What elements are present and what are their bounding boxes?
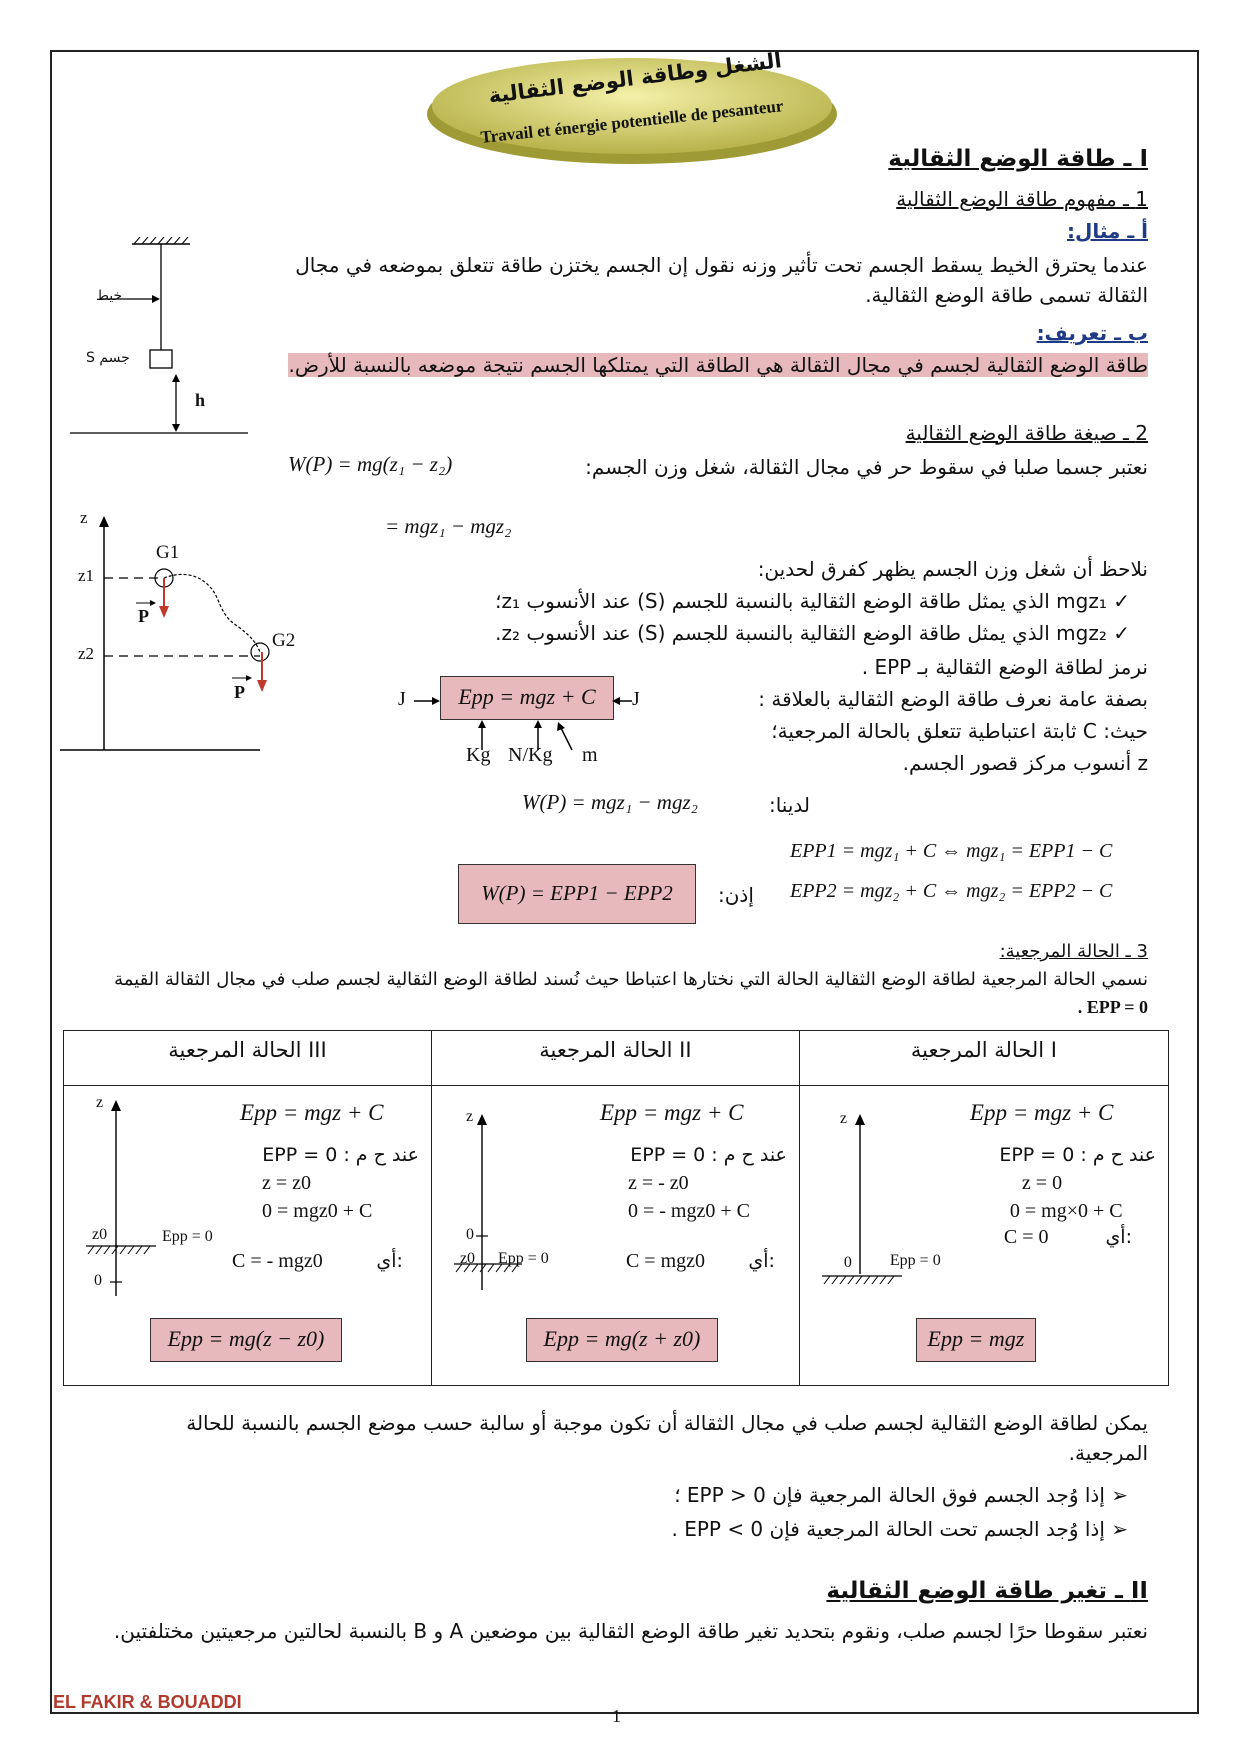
state1-z: z	[839, 1110, 848, 1127]
definition-text: طاقة الوضع الثقالية لجسم في مجال الثقالة هي الطاقة التي يمتلكها الجسم نتيجة موضعه بالنسبة للأرض.	[288, 353, 1148, 377]
state2-line4: C = mgz0	[625, 1250, 706, 1272]
example-text: عندما يحترق الخيط يسقط الجسم تحت تأثير وزنه نقول إن الجسم يختزن طاقة تتعلق بموضعه في مجال الثقالة تسمى طاقة الوضع الثقالية.	[295, 253, 1148, 307]
banner-title-ar: الشغل وطاقة الوضع الثقالية	[487, 48, 783, 108]
idhan-label: إذن:	[718, 883, 754, 907]
state2-line2: z = - z0	[627, 1172, 689, 1194]
fig2-g1-label: G1	[156, 542, 180, 563]
state1-line3: 0 = mg×0 + C	[1009, 1200, 1123, 1222]
cell-state-1	[799, 1086, 1168, 1386]
state3-equation: Epp = mgz + C	[240, 1100, 384, 1125]
fig2-g2-label: G2	[272, 630, 296, 651]
sign-paragraph: يمكن لطاقة الوضع الثقالية لجسم صلب في مجال الثقالة أن تكون موجبة أو سالبة حسب موضع الجسم بالنسبة للحالة المرجعية.	[186, 1411, 1148, 1465]
reference-states-table	[63, 1030, 1169, 1386]
state2-equation: Epp = mgz + C	[599, 1100, 744, 1125]
reference-definition: نسمي الحالة المرجعية لطاقة الوضع الثقالية الحالة التي نختارها اعتباطا حيث نُسند لطاقة الوضع الثقالية لجسم صلب في مجال الثقالة القيمة	[114, 969, 1148, 990]
unit-j-left: J	[398, 688, 406, 710]
unit-nkg: N/Kg	[508, 744, 553, 766]
state2-z0: z0	[459, 1250, 476, 1267]
fig2-p1-label: P	[138, 606, 149, 626]
banner-title-fr: Travail et énergie potentielle de pesanteur	[479, 96, 785, 147]
state3-ay: أي:	[376, 1250, 403, 1272]
header-state-1: الحالة المرجعية I	[799, 1031, 1168, 1086]
state3-result-box: Epp = mg(z − z0)	[150, 1318, 342, 1362]
fig2-z1-label: z1	[78, 566, 95, 585]
work-equation-2: = mgz₁ − mgz₂	[385, 514, 512, 538]
example-label: أ ـ مثال:	[1066, 219, 1148, 243]
state1-line4: C = 0	[1003, 1226, 1049, 1248]
note-text: نلاحظ أن شغل وزن الجسم يظهر كفرق لحدين:	[757, 557, 1148, 581]
fig2-z-axis-label: z	[80, 508, 88, 527]
state1-equation: Epp = mgz + C	[969, 1100, 1114, 1125]
thread-label: خيط	[96, 288, 123, 304]
fig2-p2-label: P	[234, 682, 245, 702]
section-2-heading: II ـ تغير طاقة الوضع الثقالية	[826, 1578, 1148, 1604]
unit-m: m	[582, 744, 598, 766]
state2-ay: أي:	[748, 1250, 775, 1272]
state2-epp0: Epp = 0	[497, 1250, 549, 1267]
authors-footer: EL FAKIR & BOUADDI	[53, 1692, 242, 1712]
state2-axis-figure	[446, 1110, 576, 1310]
ladina-label: لدينا:	[768, 793, 810, 817]
c-constant-line: حيث: C ثابتة اعتباطية تتعلق بالحالة المرجعية؛	[771, 719, 1148, 743]
state1-ay: أي:	[1105, 1226, 1132, 1248]
body-label: جسم S	[86, 350, 130, 366]
epp2-equation: EPP2 = mgz₂ + C ⇔ mgz₂ = EPP2 − C	[790, 880, 1113, 902]
ladina-equation: W(P) = mgz₁ − mgz₂	[522, 790, 698, 814]
epp-formula-box: Epp = mgz + C	[440, 676, 614, 720]
sign-bullet-negative: ➢ إذا وُجد الجسم تحت الحالة المرجعية فإن EPP < 0 .	[671, 1517, 1128, 1541]
state1-line1: عند ح م : EPP = 0	[999, 1144, 1156, 1166]
state1-zero: 0	[843, 1254, 852, 1271]
state3-z0: z0	[92, 1226, 108, 1243]
cell-state-3	[64, 1086, 432, 1386]
state3-z: z	[96, 1094, 104, 1111]
state3-line4: C = - mgz0	[232, 1250, 323, 1272]
section-1-heading: I ـ طاقة الوضع الثقالية	[888, 146, 1148, 172]
state1-result-box: Epp = mgz	[916, 1318, 1036, 1362]
cell-state-2	[431, 1086, 799, 1386]
epp1-equation: EPP1 = mgz₁ + C ⇔ mgz₁ = EPP1 − C	[790, 840, 1113, 862]
definition-label: ب ـ تعريف:	[1036, 321, 1148, 345]
page-number: 1	[612, 1706, 621, 1726]
formula-intro: نعتبر جسما صلبا في سقوط حر في مجال الثقالة، شغل وزن الجسم:	[585, 455, 1148, 479]
state2-line3: 0 = - mgz0 + C	[627, 1200, 750, 1222]
state2-result-box: Epp = mg(z + z0)	[526, 1318, 718, 1362]
header-state-3: الحالة المرجعية III	[64, 1031, 432, 1086]
state1-epp0: Epp = 0	[889, 1252, 941, 1269]
state2-line1: عند ح م : EPP = 0	[630, 1144, 787, 1166]
fig2-z2-label: z2	[78, 644, 95, 663]
bullet-mgz2: ✓ mgz₂ الذي يمثل طاقة الوضع الثقالية بالنسبة للجسم (S) عند الأنسوب z₂.	[495, 621, 1130, 645]
bullet-mgz1: ✓ mgz₁ الذي يمثل طاقة الوضع الثقالية بالنسبة للجسم (S) عند الأنسوب z₁؛	[495, 589, 1130, 613]
state3-line3: 0 = mgz0 + C	[262, 1200, 373, 1222]
state2-z: z	[465, 1108, 474, 1125]
state2-zero: 0	[465, 1226, 474, 1243]
sign-bullet-positive: ➢ إذا وُجد الجسم فوق الحالة المرجعية فإن EPP > 0 ؛	[674, 1483, 1128, 1507]
height-label: h	[195, 390, 206, 410]
general-line: بصفة عامة نعرف طاقة الوضع الثقالية بالعلاقة :	[758, 687, 1148, 711]
reference-definition-end: EPP = 0 .	[1077, 997, 1148, 1017]
subsection-1-2: 2 ـ صيغة طاقة الوضع الثقالية	[905, 421, 1148, 445]
subsection-1-3: 3 ـ الحالة المرجعية:	[999, 941, 1148, 962]
state1-line2: z = 0	[1021, 1172, 1063, 1194]
subsection-1-1: 1 ـ مفهوم طاقة الوضع الثقالية	[896, 187, 1148, 211]
state3-line2: z = z0	[262, 1172, 312, 1194]
work-equation: W(P) = mg(z₁ − z₂)	[288, 452, 453, 476]
z-line: z أنسوب مركز قصور الجسم.	[902, 751, 1148, 775]
state3-epp0: Epp = 0	[162, 1228, 213, 1245]
state3-line1: عند ح م : EPP = 0	[262, 1144, 419, 1166]
unit-j-right: J	[632, 688, 640, 710]
header-state-2: الحالة المرجعية II	[431, 1031, 799, 1086]
unit-kg: Kg	[466, 744, 491, 766]
state3-zero: 0	[94, 1272, 102, 1289]
section-2-text: نعتبر سقوطا حرًا لجسم صلب، ونقوم بتحديد تغير طاقة الوضع الثقالية بين موضعين A و B بالنسبة لحالتين مرجعيتين مختلفتين.	[113, 1619, 1148, 1643]
symbol-line: نرمز لطاقة الوضع الثقالية بـ EPP .	[861, 655, 1148, 679]
work-result-box: W(P) = EPP1 − EPP2	[458, 864, 696, 924]
hanging-body-figure	[70, 236, 260, 436]
